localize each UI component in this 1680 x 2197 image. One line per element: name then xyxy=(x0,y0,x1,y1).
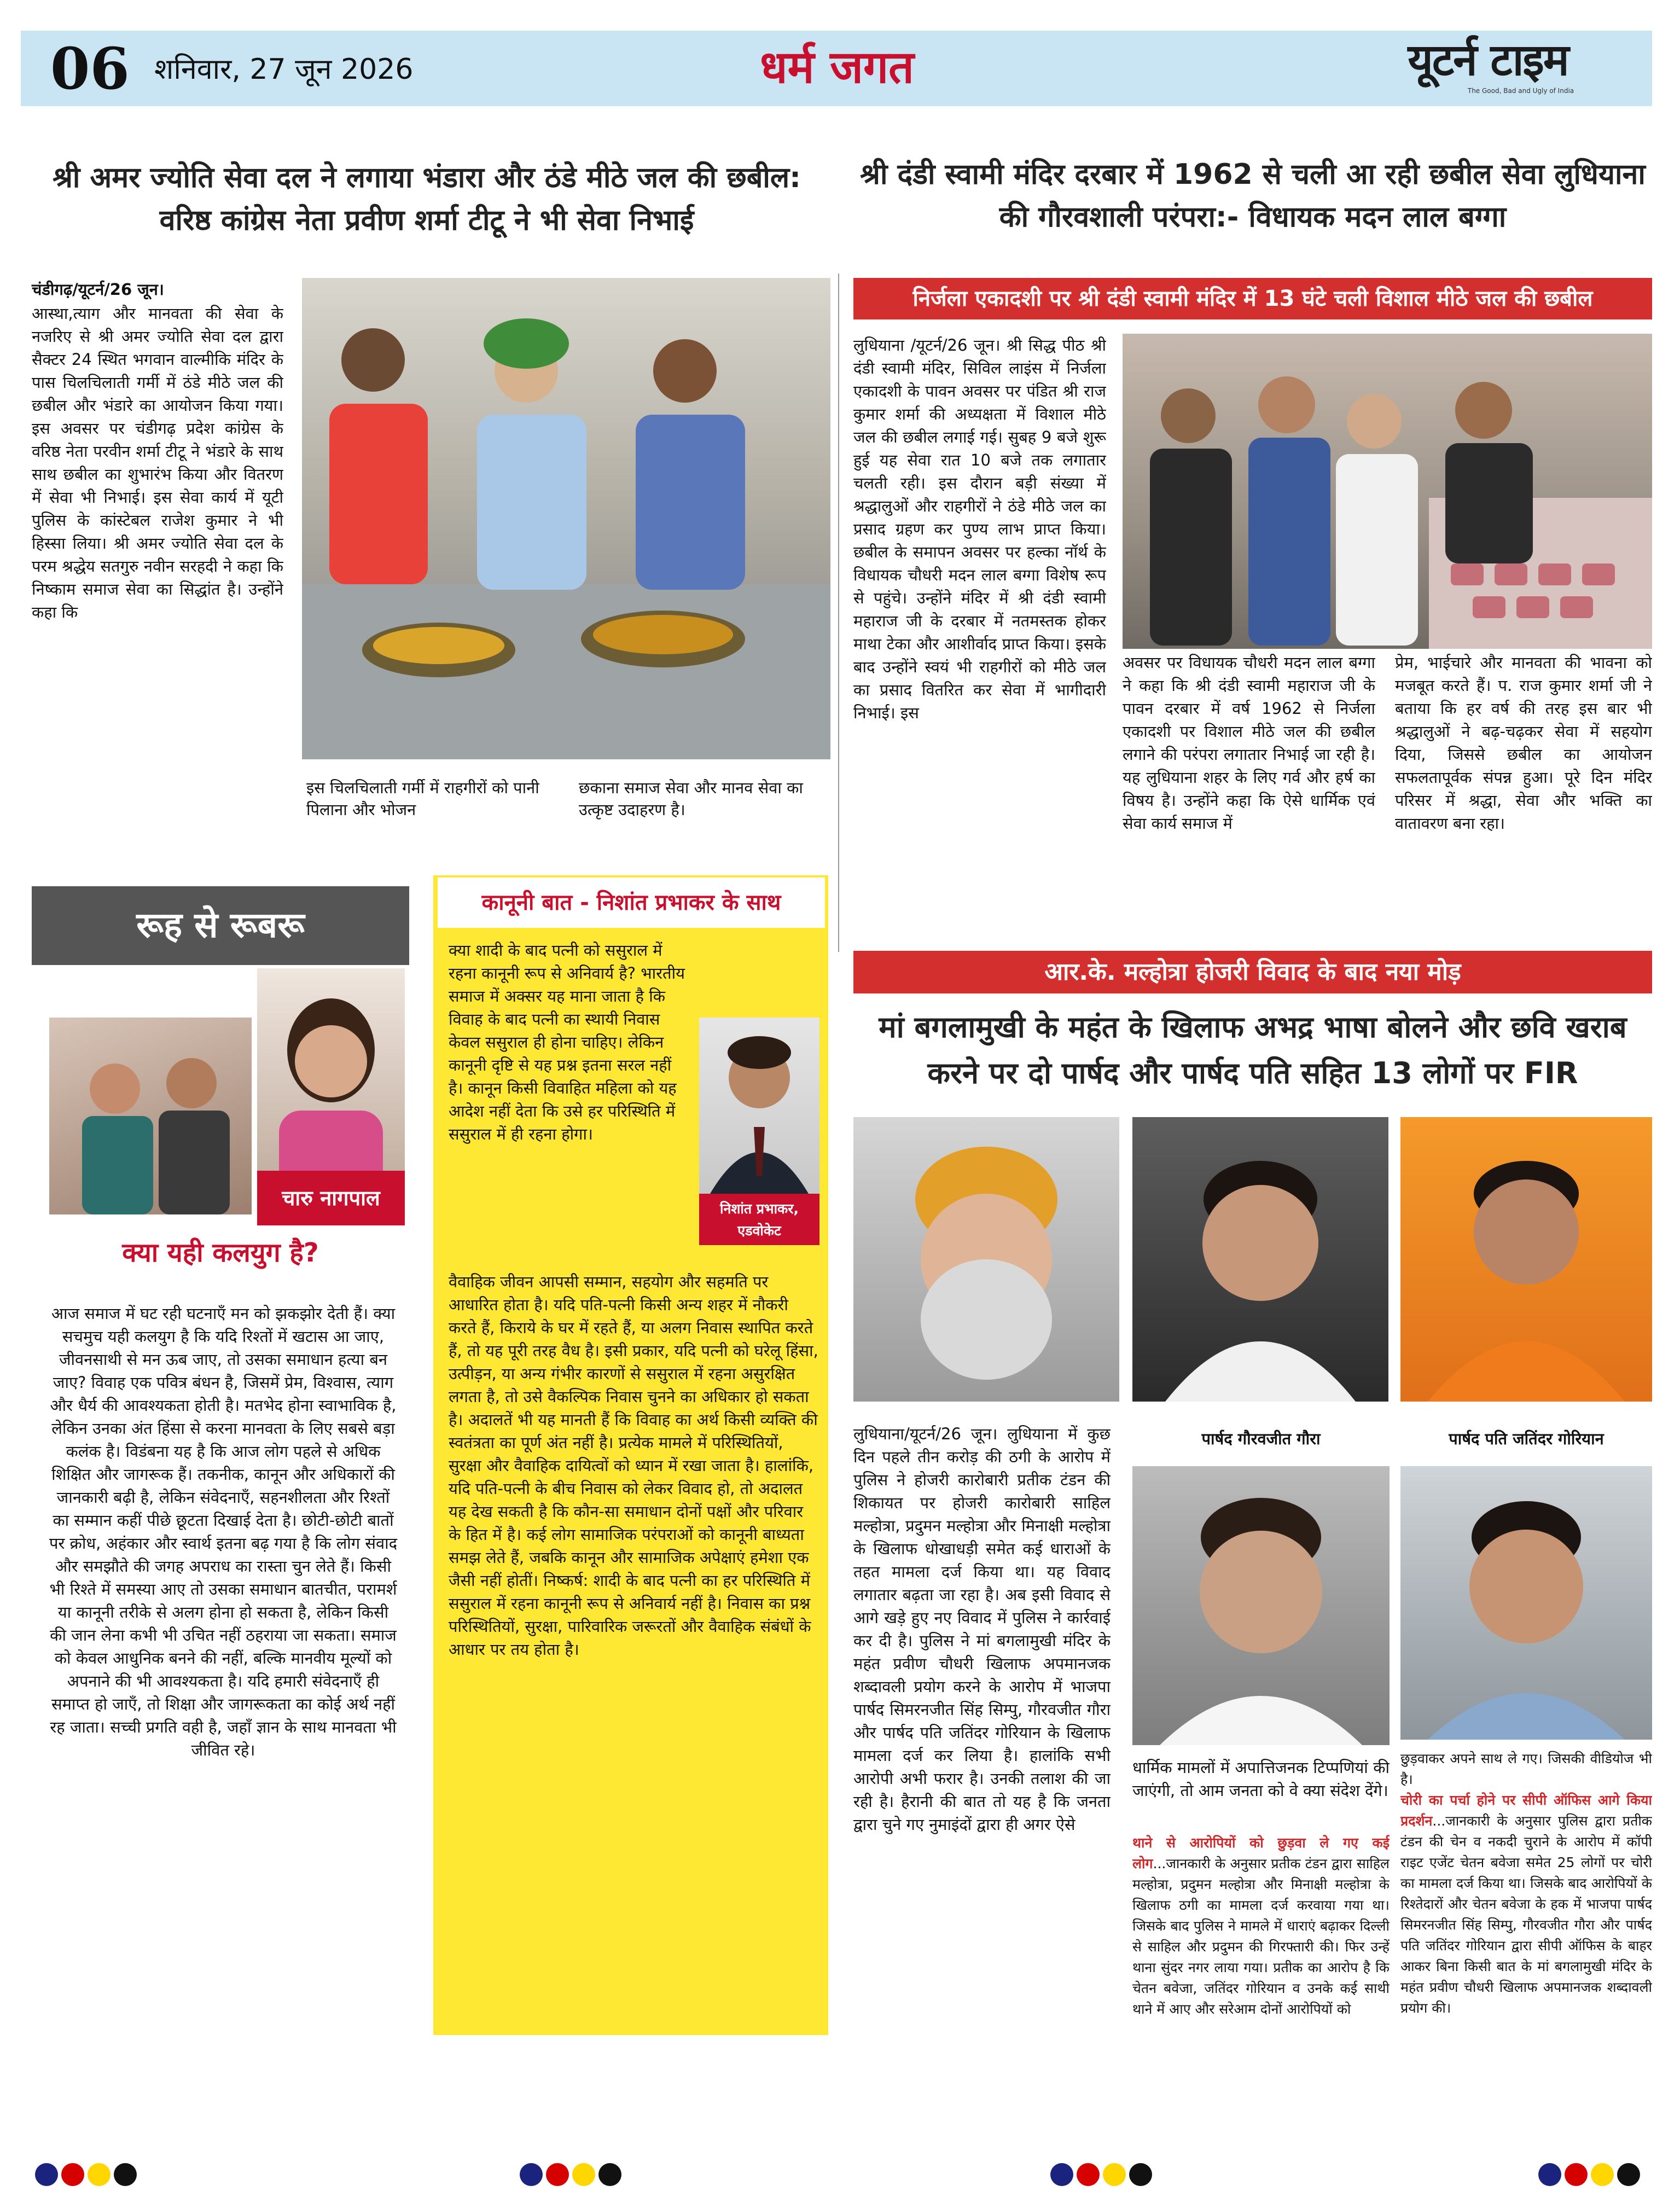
fir-photo-5 xyxy=(1400,1466,1652,1740)
left-story-body: आस्था,त्याग और मानवता की सेवा के नजरिए से श्री अमर ज्योति सेवा दल द्वारा सैक्टर 24 स्थित भगवान वाल्मीकि मंदिर के पास चिलचिलाती गर्मी में ठंडे मीठे जल की छबील और भंडारे का आयोजन किया गया। इस अवसर पर चंडीगढ़ प्रदेश कांग्रेस के वरिष्ठ नेता परवीन शर्मा टीटू ने भंडारे के साथ साथ छबील का शुभारंभ किया और वितरण में सेवा भी निभाई। इस सेवा कार्य में यूटी पुलिस के कांस्टेबल राजेश कुमार ने भी हिस्सा लिया। श्री अमर ज्योति सेवा दल के परम श्रद्धेय सतगुरु नवीन सरहदी ने कहा कि निष्काम समाज सेवा का सिद्धांत है। उन्होंने कहा कि xyxy=(32,304,283,621)
person-1-illustration xyxy=(853,1117,1119,1402)
person-2-illustration xyxy=(1132,1117,1388,1402)
seva-photo-illustration xyxy=(302,278,830,759)
fir-photo-label-2: पार्षद गौरवजीत गौरा xyxy=(1201,1429,1321,1448)
reg-dot-blue xyxy=(35,2163,58,2186)
reg-dot-black xyxy=(1129,2163,1152,2186)
left-story-dateline: चंडीगढ़/यूटर्न/26 जून। xyxy=(32,280,164,299)
reg-dot-black xyxy=(1617,2163,1640,2186)
person-5-illustration xyxy=(1400,1466,1652,1740)
chhabil-photo-illustration xyxy=(1123,334,1652,649)
column-legal-body: वैवाहिक जीवन आपसी सम्मान, सहयोग और सहमति पर आधारित होता है। यदि पति-पत्नी किसी अन्य शहर में नौकरी करते हैं, किराये के घर में रहते हैं, या अलग निवास स्थापित करते हैं, तो यह पूरी तरह वैध है। इसी प्रकार, यदि पत्नी को घरेलू हिंसा, उत्पीड़न, या अन्य गंभीर कारणों से ससुराल में रहना असुरक्षित लगता है, तो उसे वैकल्पिक निवास चुनने का अधिकार हो सकता है। अदालतें भी यह मानती हैं कि विवाह का अर्थ किसी व्यक्ति की स्वतंत्रता का पूर्ण अंत नहीं है। प्रत्येक मामले में परिस्थितियों, सुरक्षा और वैवाहिक दायित्वों को ध्यान में रखा जाता है। हालांकि, यदि पति-पत्नी के बीच निवास को लेकर विवाद हो, तो अदालत यह देख सकती है कि कौन-सा समाधान दोनों पक्षों और परिवार के हित में है। कई लोग सामाजिक परंपराओं को कानूनी बाध्यता समझ लेते हैं, जबकि कानून और सामाजिक अपेक्षाएं हमेशा एक जैसी नहीं होतीं। निष्कर्ष: शादी के बाद पत्नी का हर परिस्थिति में ससुराल में रहना कानूनी रूप से अनिवार्य नहीं है। निवास का प्रश्न परिस्थितियों, सुरक्षा, पारिवारिक जरूरतों और वैवाहिक संबंधों के आधार पर तय होता है। xyxy=(449,1272,818,1659)
column-legal-portrait-caption-text: निशांत प्रभाकर, एडवोकेट xyxy=(720,1201,799,1239)
column-rooh-author-label xyxy=(257,1171,405,1225)
column-legal-portrait-caption xyxy=(699,1194,819,1245)
fir-headline: मां बगलामुखी के महंत के खिलाफ अभद्र भाषा बोलने और छवि खराब करने पर दो पार्षद और पार्षद पति सहित 13 लोगों पर FIR xyxy=(879,1010,1627,1090)
issue-date: शनिवार, 27 जून 2026 xyxy=(154,53,414,86)
reg-dot-blue xyxy=(520,2163,543,2186)
registration-marks-left xyxy=(35,2163,144,2186)
advocate-portrait-illustration xyxy=(699,1018,819,1194)
column-rooh-title: रूह से रूबरू xyxy=(136,905,305,946)
reg-dot-yellow xyxy=(1591,2163,1614,2186)
fir-mid-body: ...जानकारी के अनुसार प्रतीक टंडन द्वारा साहिल मल्होत्रा, प्रदुमन मल्होत्रा और मिनाक्षी मल्होत्रा के खिलाफ ठगी का मामला दर्ज करवाया गया था। जिसके बाद पुलिस ने मामले में धाराएं बढ़ाकर दिल्ली से साहिल और प्रदुमन की गिरफ्तारी की। फिर उन्हें थाना सुंदर नगर लाया गया। प्रतीक का आरोप है कि चेतन बवेजा, जतिंदर गोरियान व उनके कई साथी थाने में आए और सरेआम दोनों आरोपियों को xyxy=(1132,1856,1390,2017)
column-rooh-body: आज समाज में घट रही घटनाएँ मन को झकझोर देती हैं। क्या सचमुच यही कलयुग है कि यदि रिश्तों में खटास आ जाए, जीवनसाथी से मन ऊब जाए, तो उसका समाधान हत्या बन जाए? विवाह एक पवित्र बंधन है, जिसमें प्रेम, विश्वास, त्याग और धैर्य की आवश्यकता होती है। मतभेद होना स्वाभाविक है, लेकिन उनका अंत हिंसा से करना मानवता के लिए सबसे बड़ा कलंक है। विडंबना यह है कि आज लोग पहले से अधिक शिक्षित और जागरूक हैं। तकनीक, कानून और अधिकारों की जानकारी बढ़ी है, लेकिन संवेदनाएँ, सहनशीलता और रिश्तों का सम्मान कहीं पीछे छूटता दिखाई देता है। छोटी-छोटी बातों पर क्रोध, अहंकार और स्वार्थ इतना बढ़ गया है कि लोग संवाद और समझौते की जगह अपराध का रास्ता चुन लेते हैं। किसी भी रिश्ते में समस्या आए तो उसका समाधान बातचीत, परामर्श या कानूनी तरीके से अलग होना हो सकता है, लेकिन किसी की जान लेना कभी भी उचित नहीं ठहराया जा सकता। समाज को केवल आधुनिक बनने की नहीं, बल्कि मानवीय मूल्यों को अपनाने की भी आवश्यकता है। यदि हमारी संवेदनाएँ ही समाप्त हो जाएँ, तो शिक्षा और जागरूकता का कोई अर्थ नहीं रह जाता। सच्ची प्रगति वही है, जहाँ ज्ञान के साथ मानवता भी जीवित रहे। xyxy=(49,1304,397,1759)
registration-marks-right xyxy=(1538,2163,1648,2186)
reg-dot-red xyxy=(1077,2163,1100,2186)
couple-illustration xyxy=(49,1018,252,1214)
right-story-strap xyxy=(853,278,1652,319)
reg-dot-yellow xyxy=(572,2163,595,2186)
fir-photo-3 xyxy=(1400,1117,1652,1402)
column-legal-title: कानूनी बात - निशांत प्रभाकर के साथ xyxy=(438,877,825,928)
right-story-col2: अवसर पर विधायक चौधरी मदन लाल बग्गा ने कहा कि श्री दंडी स्वामी महाराज जी के पावन दरबार में वर्ष 1962 से निर्जला एकादशी पर विशाल मीठे जल की छबील लगाने की परंपरा लगातार निभाई जा रही है। यह लुधियाना शहर के लिए गर्व और हर्ष का विषय है। उन्होंने कहा कि ऐसे धार्मिक एवं सेवा कार्य समाज में xyxy=(1123,653,1375,833)
reg-dot-red xyxy=(61,2163,84,2186)
column-rooh-couple-photo xyxy=(49,1018,252,1214)
logo-text: यूटर्न टाइम xyxy=(1408,34,1568,85)
person-3-illustration xyxy=(1400,1117,1652,1402)
registration-marks-center xyxy=(520,2163,629,2186)
right-story-strap-text: निर्जला एकादशी पर श्री दंडी स्वामी मंदिर में 13 घंटे चली विशाल मीठे जल की छबील xyxy=(912,286,1593,311)
reg-dot-black xyxy=(114,2163,137,2186)
fir-right-top: छुड़वाकर अपने साथ ले गए। जिसकी वीडियोज भी है। xyxy=(1400,1751,1652,1787)
registration-marks-right-center xyxy=(1050,2163,1160,2186)
column-legal-body-top: क्या शादी के बाद पत्नी को ससुराल में रहना कानूनी रूप से अनिवार्य है? भारतीय समाज में अक्सर यह माना जाता है कि विवाह के बाद पत्नी का स्थायी निवास केवल ससुराल ही होना चाहिए। लेकिन कानूनी दृष्टि से यह प्रश्न इतना सरल नहीं है। कानून किसी विवाहित महिला को यह आदेश नहीं देता कि उसे हर परिस्थिति में ससुराल में ही रहना होगा। xyxy=(449,941,685,1143)
column-rooh-title-box xyxy=(32,886,409,965)
left-story-caption-1: इस चिलचिलाती गर्मी में राहगीरों को पानी पिलाना और भोजन xyxy=(306,778,539,819)
reg-dot-black xyxy=(598,2163,621,2186)
fir-strap-text: आर.के. मल्होत्रा होजरी विवाद के बाद नया मोड़ xyxy=(1044,958,1461,986)
reg-dot-blue xyxy=(1538,2163,1561,2186)
left-story-photo xyxy=(302,278,830,759)
fir-strap xyxy=(853,951,1652,993)
column-rooh-author: चारु नागपाल xyxy=(282,1186,380,1210)
fir-body: लुधियाना/यूटर्न/26 जून। लुधियाना में कुछ दिन पहले तीन करोड़ की ठगी के आरोप में पुलिस ने होजरी कारोबारी प्रतीक टंडन की शिकायत पर होजरी कारोबारी साहिल मल्होत्रा, प्रदुमन मल्होत्रा और मिनाक्षी मल्होत्रा के खिलाफ धोखाधड़ी समेत कई धाराओं के तहत मामला दर्ज किया था। यह विवाद लगातार बढ़ता जा रहा है। अब इसी विवाद से आगे खड़े हुए नए विवाद में पुलिस ने कार्रवाई कर दी है। पुलिस ने मां बगलामुखी मंदिर के महंत प्रवीण चौधरी खिलाफ अपमानजक शब्दावली प्रयोग करने के आरोप में भाजपा पार्षद सिमरनजीत सिंह सिम्पु, गौरवजीत गौरा और पार्षद पति जतिंदर गोरियान के खिलाफ मामला दर्ज कर लिया है। हालांकि सभी आरोपी अभी फरार है। उनकी तलाश की जा रही है। हैरानी की बात तो यह है कि जनता द्वारा चुने गए नुमाइंदों द्वारा ही अगर ऐसे xyxy=(853,1425,1111,1834)
fir-mid-text: धार्मिक मामलों में अपात्तिजनक टिप्पणियां की जाएंगी, तो आम जनता को वे क्या संदेश देंगे। xyxy=(1132,1758,1390,1800)
page-number: 06 xyxy=(50,35,130,102)
fir-mid-column xyxy=(1132,1833,1390,2041)
column-rooh-question: क्या यही कलयुग है? xyxy=(122,1237,319,1268)
reg-dot-yellow xyxy=(1103,2163,1126,2186)
fir-photo-1 xyxy=(853,1117,1119,1402)
vertical-rule xyxy=(838,274,839,952)
reg-dot-yellow xyxy=(88,2163,111,2186)
right-story-headline: श्री दंडी स्वामी मंदिर दरबार में 1962 से चली आ रही छबील सेवा लुधियाना की गौरवशाली परंपरा:- विधायक मदन लाल बग्गा xyxy=(860,158,1646,234)
section-title: धर्म जगत xyxy=(760,42,914,94)
fir-right-column xyxy=(1400,1748,1652,2044)
fir-photo-2 xyxy=(1132,1117,1388,1402)
person-4-illustration xyxy=(1132,1466,1390,1745)
fir-right-lead: चोरी का पर्चा होने पर सीपी ऑफिस आगे किया प्रदर्शन xyxy=(1400,1792,1652,1829)
right-story-col1: लुधियाना /यूटर्न/26 जून। श्री सिद्ध पीठ श्री दंडी स्वामी मंदिर, सिविल लाइंस में निर्जला एकादशी के पावन अवसर पर पंडित श्री राज कुमार शर्मा की अध्यक्षता में विशाल मीठे जल की छबील लगाई गई। सुबह 9 बजे शुरू हुई यह सेवा रात 10 बजे तक लगातार चलती रही। इस दौरान बड़ी संख्या में श्रद्धालुओं और राहगीरों ने ठंडे मीठे जल का प्रसाद ग्रहण कर पुण्य लाभ प्राप्त किया। छबील के समापन अवसर पर हल्का नॉर्थ के विधायक चौधरी मदन लाल बग्गा विशेष रूप से पहुंचे। उन्होंने मंदिर में श्री दंडी स्वामी महाराज जी के दरबार में नतमस्तक होकर माथा टेका और आशीर्वाद प्राप्त किया। इसके बाद उन्होंने स्वयं भी राहगीरों को मीठे जल का प्रसाद वितरित कर सेवा में भागीदारी निभाई। इस xyxy=(853,336,1106,722)
right-story-photo xyxy=(1123,334,1652,649)
column-legal-portrait xyxy=(699,1018,819,1194)
reg-dot-blue xyxy=(1050,2163,1073,2186)
fir-mid-lead: थाने से आरोपियों को छुड़वा ले गए कई लोग xyxy=(1132,1835,1390,1871)
logo-tagline: The Good, Bad and Ugly of India xyxy=(1467,87,1574,95)
masthead-logo xyxy=(1335,34,1641,103)
left-story-headline: श्री अमर ज्योति सेवा दल ने लगाया भंडारा और ठंडे मीठे जल की छबील: वरिष्ठ कांग्रेस नेता प्रवीण शर्मा टीटू ने भी सेवा निभाई xyxy=(53,161,801,237)
reg-dot-red xyxy=(546,2163,569,2186)
fir-photo-label-3: पार्षद पति जतिंदर गोरियान xyxy=(1449,1429,1604,1448)
right-story-col3: प्रेम, भाईचारे और मानवता की भावना को मजबूत करते हैं। प. राज कुमार शर्मा जी ने बताया कि हर वर्ष की तरह इस बार भी श्रद्धालुओं ने बढ़-चढ़कर सेवा में सहयोग दिया, जिससे छबील का आयोजन सफलतापूर्वक संपन्न हुआ। पूरे दिन मंदिर परिसर में श्रद्धा, सेवा और भक्ति का वातावरण बना रहा। xyxy=(1395,653,1652,833)
fir-right-body: ...जानकारी के अनुसार पुलिस द्वारा प्रतीक टंडन की चेन व नकदी चुराने के आरोप में कॉपी राइट एजेंट चेतन बवेजा समेत 25 लोगों पर चोरी का मामला दर्ज किया था। जिसके बाद आरोपियों के रिश्तेदारों और चेतन बवेजा के हक में भाजपा पार्षद सिमरनजीत सिंह सिम्पु, गौरवजीत गौरा और पार्षद पति जतिंदर गोरियान द्वारा सीपी ऑफिस के बाहर आकर बिना किसी बात के मां बगलामुखी मंदिर के महंत प्रवीण चौधरी खिलाफ अपमानजक शब्दावली प्रयोग की। xyxy=(1400,1813,1652,2016)
fir-photo-4 xyxy=(1132,1466,1390,1745)
left-story-caption-2: छकाना समाज सेवा और मानव सेवा का उत्कृष्ट उदाहरण है। xyxy=(579,778,803,819)
reg-dot-red xyxy=(1565,2163,1588,2186)
